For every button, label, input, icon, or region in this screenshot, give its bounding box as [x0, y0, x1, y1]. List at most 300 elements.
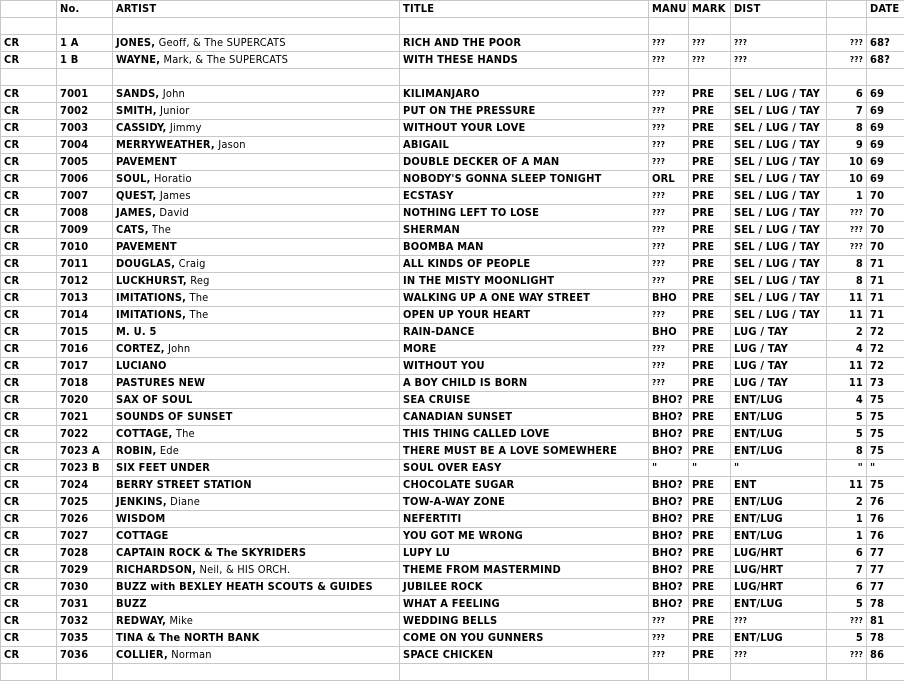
- dist-cell[interactable]: ENT: [731, 477, 827, 494]
- label-cell[interactable]: CR: [1, 443, 57, 460]
- mark-cell[interactable]: PRE: [689, 358, 731, 375]
- artist-cell[interactable]: [113, 511, 400, 528]
- mark-cell[interactable]: PRE: [689, 392, 731, 409]
- n-cell[interactable]: ???: [827, 52, 867, 69]
- label-cell[interactable]: CR: [1, 222, 57, 239]
- dist-cell[interactable]: ???: [731, 613, 827, 630]
- title-cell[interactable]: SEA CRUISE: [400, 392, 649, 409]
- no-cell[interactable]: 7007: [57, 188, 113, 205]
- dist-cell[interactable]: ENT/LUG: [731, 630, 827, 647]
- artist-cell[interactable]: [113, 664, 400, 681]
- dist-cell[interactable]: SEL / LUG / TAY: [731, 188, 827, 205]
- n-cell[interactable]: 1: [827, 188, 867, 205]
- label-cell[interactable]: CR: [1, 358, 57, 375]
- artist-cell[interactable]: [113, 188, 400, 205]
- date-cell[interactable]: 69: [867, 137, 904, 154]
- label-cell[interactable]: CR: [1, 137, 57, 154]
- no-cell[interactable]: 7024: [57, 477, 113, 494]
- no-cell[interactable]: 7011: [57, 256, 113, 273]
- date-cell[interactable]: [867, 18, 904, 35]
- label-cell[interactable]: CR: [1, 477, 57, 494]
- dist-cell[interactable]: SEL / LUG / TAY: [731, 290, 827, 307]
- label-cell[interactable]: [1, 664, 57, 681]
- manu-cell[interactable]: ???: [649, 120, 689, 137]
- title-cell[interactable]: KILIMANJARO: [400, 86, 649, 103]
- manu-cell[interactable]: BHO?: [649, 596, 689, 613]
- manu-cell[interactable]: BHO?: [649, 511, 689, 528]
- n-cell[interactable]: 11: [827, 477, 867, 494]
- dist-cell[interactable]: SEL / LUG / TAY: [731, 307, 827, 324]
- artist-cell[interactable]: [113, 392, 400, 409]
- mark-cell[interactable]: PRE: [689, 103, 731, 120]
- n-cell[interactable]: 2: [827, 494, 867, 511]
- manu-cell[interactable]: BHO?: [649, 409, 689, 426]
- mark-cell[interactable]: PRE: [689, 290, 731, 307]
- mark-cell[interactable]: PRE: [689, 239, 731, 256]
- no-cell[interactable]: 7023 B: [57, 460, 113, 477]
- title-cell[interactable]: IN THE MISTY MOONLIGHT: [400, 273, 649, 290]
- header-label-cell[interactable]: [1, 1, 57, 18]
- artist-cell[interactable]: [113, 494, 400, 511]
- no-cell[interactable]: 7018: [57, 375, 113, 392]
- n-cell[interactable]: 5: [827, 596, 867, 613]
- n-cell[interactable]: [827, 18, 867, 35]
- manu-cell[interactable]: BHO?: [649, 392, 689, 409]
- no-cell[interactable]: 7013: [57, 290, 113, 307]
- mark-cell[interactable]: PRE: [689, 205, 731, 222]
- dist-cell[interactable]: ENT/LUG: [731, 426, 827, 443]
- dist-cell[interactable]: LUG/HRT: [731, 562, 827, 579]
- dist-cell[interactable]: SEL / LUG / TAY: [731, 222, 827, 239]
- date-cell[interactable]: 86: [867, 647, 904, 664]
- label-cell[interactable]: CR: [1, 273, 57, 290]
- title-cell[interactable]: COME ON YOU GUNNERS: [400, 630, 649, 647]
- manu-cell[interactable]: ": [649, 460, 689, 477]
- mark-cell[interactable]: PRE: [689, 511, 731, 528]
- manu-cell[interactable]: BHO: [649, 324, 689, 341]
- dist-cell[interactable]: ???: [731, 52, 827, 69]
- date-cell[interactable]: 81: [867, 613, 904, 630]
- title-cell[interactable]: RAIN-DANCE: [400, 324, 649, 341]
- label-cell[interactable]: CR: [1, 630, 57, 647]
- title-cell[interactable]: NEFERTITI: [400, 511, 649, 528]
- no-cell[interactable]: 7025: [57, 494, 113, 511]
- title-cell[interactable]: SPACE CHICKEN: [400, 647, 649, 664]
- n-cell[interactable]: 7: [827, 562, 867, 579]
- artist-cell[interactable]: [113, 613, 400, 630]
- date-cell[interactable]: 71: [867, 290, 904, 307]
- artist-cell[interactable]: [113, 35, 400, 52]
- label-cell[interactable]: CR: [1, 511, 57, 528]
- title-cell[interactable]: MORE: [400, 341, 649, 358]
- no-cell[interactable]: 1 B: [57, 52, 113, 69]
- label-cell[interactable]: CR: [1, 375, 57, 392]
- label-cell[interactable]: CR: [1, 86, 57, 103]
- mark-cell[interactable]: PRE: [689, 443, 731, 460]
- n-cell[interactable]: 1: [827, 511, 867, 528]
- n-cell[interactable]: 8: [827, 120, 867, 137]
- title-cell[interactable]: YOU GOT ME WRONG: [400, 528, 649, 545]
- dist-cell[interactable]: LUG/HRT: [731, 545, 827, 562]
- label-cell[interactable]: CR: [1, 426, 57, 443]
- no-cell[interactable]: 7009: [57, 222, 113, 239]
- no-cell[interactable]: 7010: [57, 239, 113, 256]
- header-no-cell[interactable]: No.: [57, 1, 113, 18]
- title-cell[interactable]: THEME FROM MASTERMIND: [400, 562, 649, 579]
- title-cell[interactable]: WITH THESE HANDS: [400, 52, 649, 69]
- dist-cell[interactable]: LUG / TAY: [731, 375, 827, 392]
- date-cell[interactable]: 77: [867, 579, 904, 596]
- title-cell[interactable]: [400, 664, 649, 681]
- n-cell[interactable]: 6: [827, 579, 867, 596]
- dist-cell[interactable]: ENT/LUG: [731, 528, 827, 545]
- no-cell[interactable]: 7004: [57, 137, 113, 154]
- mark-cell[interactable]: [689, 69, 731, 86]
- title-cell[interactable]: THERE MUST BE A LOVE SOMEWHERE: [400, 443, 649, 460]
- dist-cell[interactable]: ENT/LUG: [731, 494, 827, 511]
- n-cell[interactable]: 8: [827, 443, 867, 460]
- no-cell[interactable]: 7012: [57, 273, 113, 290]
- dist-cell[interactable]: SEL / LUG / TAY: [731, 256, 827, 273]
- manu-cell[interactable]: ???: [649, 103, 689, 120]
- artist-cell[interactable]: [113, 460, 400, 477]
- label-cell[interactable]: CR: [1, 545, 57, 562]
- header-date-cell[interactable]: DATE: [867, 1, 904, 18]
- mark-cell[interactable]: PRE: [689, 630, 731, 647]
- title-cell[interactable]: TOW-A-WAY ZONE: [400, 494, 649, 511]
- dist-cell[interactable]: LUG / TAY: [731, 341, 827, 358]
- n-cell[interactable]: 11: [827, 358, 867, 375]
- header-manu-cell[interactable]: MANU: [649, 1, 689, 18]
- no-cell[interactable]: [57, 69, 113, 86]
- no-cell[interactable]: 7032: [57, 613, 113, 630]
- date-cell[interactable]: 76: [867, 511, 904, 528]
- artist-cell[interactable]: [113, 579, 400, 596]
- n-cell[interactable]: 4: [827, 341, 867, 358]
- title-cell[interactable]: [400, 69, 649, 86]
- mark-cell[interactable]: [689, 664, 731, 681]
- dist-cell[interactable]: LUG / TAY: [731, 324, 827, 341]
- manu-cell[interactable]: ???: [649, 613, 689, 630]
- manu-cell[interactable]: BHO?: [649, 477, 689, 494]
- no-cell[interactable]: 7006: [57, 171, 113, 188]
- mark-cell[interactable]: PRE: [689, 137, 731, 154]
- title-cell[interactable]: ECSTASY: [400, 188, 649, 205]
- dist-cell[interactable]: ": [731, 460, 827, 477]
- artist-cell[interactable]: [113, 477, 400, 494]
- dist-cell[interactable]: SEL / LUG / TAY: [731, 273, 827, 290]
- title-cell[interactable]: THIS THING CALLED LOVE: [400, 426, 649, 443]
- date-cell[interactable]: 78: [867, 630, 904, 647]
- no-cell[interactable]: 7022: [57, 426, 113, 443]
- artist-cell[interactable]: [113, 69, 400, 86]
- mark-cell[interactable]: PRE: [689, 613, 731, 630]
- mark-cell[interactable]: ": [689, 460, 731, 477]
- mark-cell[interactable]: PRE: [689, 579, 731, 596]
- title-cell[interactable]: WEDDING BELLS: [400, 613, 649, 630]
- title-cell[interactable]: ABIGAIL: [400, 137, 649, 154]
- label-cell[interactable]: CR: [1, 460, 57, 477]
- artist-cell[interactable]: [113, 324, 400, 341]
- label-cell[interactable]: CR: [1, 256, 57, 273]
- date-cell[interactable]: 69: [867, 120, 904, 137]
- manu-cell[interactable]: ORL: [649, 171, 689, 188]
- no-cell[interactable]: 1 A: [57, 35, 113, 52]
- mark-cell[interactable]: PRE: [689, 154, 731, 171]
- title-cell[interactable]: [400, 18, 649, 35]
- date-cell[interactable]: 77: [867, 562, 904, 579]
- label-cell[interactable]: CR: [1, 307, 57, 324]
- label-cell[interactable]: CR: [1, 188, 57, 205]
- artist-cell[interactable]: [113, 290, 400, 307]
- artist-cell[interactable]: [113, 443, 400, 460]
- dist-cell[interactable]: [731, 69, 827, 86]
- label-cell[interactable]: CR: [1, 341, 57, 358]
- header-artist-cell[interactable]: ARTIST: [113, 1, 400, 18]
- title-cell[interactable]: NOBODY'S GONNA SLEEP TONIGHT: [400, 171, 649, 188]
- manu-cell[interactable]: ???: [649, 86, 689, 103]
- label-cell[interactable]: CR: [1, 324, 57, 341]
- manu-cell[interactable]: [649, 664, 689, 681]
- title-cell[interactable]: JUBILEE ROCK: [400, 579, 649, 596]
- title-cell[interactable]: WALKING UP A ONE WAY STREET: [400, 290, 649, 307]
- mark-cell[interactable]: PRE: [689, 256, 731, 273]
- mark-cell[interactable]: PRE: [689, 120, 731, 137]
- manu-cell[interactable]: BHO: [649, 290, 689, 307]
- date-cell[interactable]: 73: [867, 375, 904, 392]
- artist-cell[interactable]: [113, 426, 400, 443]
- n-cell[interactable]: 5: [827, 426, 867, 443]
- n-cell[interactable]: [827, 69, 867, 86]
- n-cell[interactable]: 2: [827, 324, 867, 341]
- no-cell[interactable]: 7016: [57, 341, 113, 358]
- mark-cell[interactable]: PRE: [689, 426, 731, 443]
- no-cell[interactable]: 7003: [57, 120, 113, 137]
- mark-cell[interactable]: PRE: [689, 188, 731, 205]
- artist-cell[interactable]: [113, 18, 400, 35]
- artist-cell[interactable]: [113, 103, 400, 120]
- dist-cell[interactable]: ENT/LUG: [731, 409, 827, 426]
- n-cell[interactable]: [827, 664, 867, 681]
- title-cell[interactable]: SOUL OVER EASY: [400, 460, 649, 477]
- label-cell[interactable]: CR: [1, 562, 57, 579]
- title-cell[interactable]: PUT ON THE PRESSURE: [400, 103, 649, 120]
- date-cell[interactable]: 70: [867, 188, 904, 205]
- label-cell[interactable]: CR: [1, 239, 57, 256]
- no-cell[interactable]: 7031: [57, 596, 113, 613]
- label-cell[interactable]: CR: [1, 290, 57, 307]
- header-dist-cell[interactable]: DIST: [731, 1, 827, 18]
- label-cell[interactable]: CR: [1, 171, 57, 188]
- manu-cell[interactable]: ???: [649, 630, 689, 647]
- date-cell[interactable]: 76: [867, 494, 904, 511]
- n-cell[interactable]: ???: [827, 239, 867, 256]
- n-cell[interactable]: 8: [827, 256, 867, 273]
- n-cell[interactable]: 5: [827, 630, 867, 647]
- manu-cell[interactable]: ???: [649, 647, 689, 664]
- manu-cell[interactable]: BHO?: [649, 528, 689, 545]
- no-cell[interactable]: 7030: [57, 579, 113, 596]
- date-cell[interactable]: 72: [867, 341, 904, 358]
- artist-cell[interactable]: [113, 596, 400, 613]
- manu-cell[interactable]: ???: [649, 256, 689, 273]
- n-cell[interactable]: 6: [827, 545, 867, 562]
- mark-cell[interactable]: PRE: [689, 647, 731, 664]
- label-cell[interactable]: CR: [1, 613, 57, 630]
- artist-cell[interactable]: [113, 341, 400, 358]
- dist-cell[interactable]: SEL / LUG / TAY: [731, 120, 827, 137]
- mark-cell[interactable]: [689, 18, 731, 35]
- date-cell[interactable]: 68?: [867, 52, 904, 69]
- date-cell[interactable]: 69: [867, 171, 904, 188]
- date-cell[interactable]: 68?: [867, 35, 904, 52]
- manu-cell[interactable]: [649, 18, 689, 35]
- mark-cell[interactable]: ???: [689, 35, 731, 52]
- label-cell[interactable]: CR: [1, 494, 57, 511]
- artist-cell[interactable]: [113, 137, 400, 154]
- date-cell[interactable]: [867, 664, 904, 681]
- manu-cell[interactable]: BHO?: [649, 545, 689, 562]
- mark-cell[interactable]: PRE: [689, 307, 731, 324]
- manu-cell[interactable]: ???: [649, 154, 689, 171]
- no-cell[interactable]: 7014: [57, 307, 113, 324]
- label-cell[interactable]: CR: [1, 409, 57, 426]
- manu-cell[interactable]: BHO?: [649, 579, 689, 596]
- no-cell[interactable]: 7015: [57, 324, 113, 341]
- header-n-cell[interactable]: [827, 1, 867, 18]
- manu-cell[interactable]: ???: [649, 52, 689, 69]
- label-cell[interactable]: CR: [1, 579, 57, 596]
- manu-cell[interactable]: ???: [649, 35, 689, 52]
- artist-cell[interactable]: [113, 630, 400, 647]
- date-cell[interactable]: ": [867, 460, 904, 477]
- n-cell[interactable]: ": [827, 460, 867, 477]
- date-cell[interactable]: [867, 69, 904, 86]
- date-cell[interactable]: 75: [867, 443, 904, 460]
- date-cell[interactable]: 70: [867, 222, 904, 239]
- date-cell[interactable]: 72: [867, 358, 904, 375]
- manu-cell[interactable]: ???: [649, 239, 689, 256]
- artist-cell[interactable]: [113, 239, 400, 256]
- no-cell[interactable]: 7026: [57, 511, 113, 528]
- n-cell[interactable]: 6: [827, 86, 867, 103]
- no-cell[interactable]: 7005: [57, 154, 113, 171]
- dist-cell[interactable]: LUG / TAY: [731, 358, 827, 375]
- label-cell[interactable]: CR: [1, 392, 57, 409]
- dist-cell[interactable]: ENT/LUG: [731, 392, 827, 409]
- dist-cell[interactable]: ???: [731, 647, 827, 664]
- n-cell[interactable]: 11: [827, 375, 867, 392]
- no-cell[interactable]: 7029: [57, 562, 113, 579]
- manu-cell[interactable]: ???: [649, 188, 689, 205]
- label-cell[interactable]: CR: [1, 103, 57, 120]
- artist-cell[interactable]: [113, 647, 400, 664]
- artist-cell[interactable]: [113, 307, 400, 324]
- label-cell[interactable]: CR: [1, 205, 57, 222]
- no-cell[interactable]: 7008: [57, 205, 113, 222]
- date-cell[interactable]: 75: [867, 409, 904, 426]
- n-cell[interactable]: 10: [827, 171, 867, 188]
- label-cell[interactable]: CR: [1, 120, 57, 137]
- label-cell[interactable]: CR: [1, 154, 57, 171]
- manu-cell[interactable]: BHO?: [649, 562, 689, 579]
- artist-cell[interactable]: [113, 528, 400, 545]
- label-cell[interactable]: CR: [1, 647, 57, 664]
- dist-cell[interactable]: SEL / LUG / TAY: [731, 205, 827, 222]
- date-cell[interactable]: 77: [867, 545, 904, 562]
- n-cell[interactable]: 11: [827, 307, 867, 324]
- mark-cell[interactable]: PRE: [689, 409, 731, 426]
- label-cell[interactable]: CR: [1, 52, 57, 69]
- artist-cell[interactable]: [113, 86, 400, 103]
- title-cell[interactable]: RICH AND THE POOR: [400, 35, 649, 52]
- date-cell[interactable]: 71: [867, 273, 904, 290]
- date-cell[interactable]: 71: [867, 307, 904, 324]
- manu-cell[interactable]: BHO?: [649, 443, 689, 460]
- dist-cell[interactable]: SEL / LUG / TAY: [731, 154, 827, 171]
- title-cell[interactable]: WHAT A FEELING: [400, 596, 649, 613]
- date-cell[interactable]: 70: [867, 239, 904, 256]
- title-cell[interactable]: A BOY CHILD IS BORN: [400, 375, 649, 392]
- artist-cell[interactable]: [113, 273, 400, 290]
- manu-cell[interactable]: BHO?: [649, 426, 689, 443]
- mark-cell[interactable]: PRE: [689, 375, 731, 392]
- manu-cell[interactable]: ???: [649, 273, 689, 290]
- label-cell[interactable]: CR: [1, 528, 57, 545]
- manu-cell[interactable]: BHO?: [649, 494, 689, 511]
- no-cell[interactable]: 7020: [57, 392, 113, 409]
- mark-cell[interactable]: PRE: [689, 494, 731, 511]
- no-cell[interactable]: 7028: [57, 545, 113, 562]
- dist-cell[interactable]: SEL / LUG / TAY: [731, 239, 827, 256]
- manu-cell[interactable]: ???: [649, 205, 689, 222]
- n-cell[interactable]: 7: [827, 103, 867, 120]
- no-cell[interactable]: [57, 18, 113, 35]
- title-cell[interactable]: BOOMBA MAN: [400, 239, 649, 256]
- dist-cell[interactable]: LUG/HRT: [731, 579, 827, 596]
- label-cell[interactable]: CR: [1, 596, 57, 613]
- dist-cell[interactable]: ENT/LUG: [731, 511, 827, 528]
- manu-cell[interactable]: ???: [649, 137, 689, 154]
- date-cell[interactable]: 75: [867, 477, 904, 494]
- mark-cell[interactable]: PRE: [689, 171, 731, 188]
- dist-cell[interactable]: [731, 664, 827, 681]
- n-cell[interactable]: 1: [827, 528, 867, 545]
- mark-cell[interactable]: PRE: [689, 562, 731, 579]
- n-cell[interactable]: ???: [827, 647, 867, 664]
- manu-cell[interactable]: ???: [649, 358, 689, 375]
- date-cell[interactable]: 71: [867, 256, 904, 273]
- artist-cell[interactable]: [113, 222, 400, 239]
- title-cell[interactable]: CANADIAN SUNSET: [400, 409, 649, 426]
- label-cell[interactable]: CR: [1, 35, 57, 52]
- manu-cell[interactable]: ???: [649, 341, 689, 358]
- artist-cell[interactable]: [113, 256, 400, 273]
- mark-cell[interactable]: PRE: [689, 341, 731, 358]
- artist-cell[interactable]: [113, 545, 400, 562]
- title-cell[interactable]: SHERMAN: [400, 222, 649, 239]
- date-cell[interactable]: 76: [867, 528, 904, 545]
- n-cell[interactable]: 8: [827, 273, 867, 290]
- dist-cell[interactable]: SEL / LUG / TAY: [731, 137, 827, 154]
- date-cell[interactable]: 69: [867, 103, 904, 120]
- title-cell[interactable]: NOTHING LEFT TO LOSE: [400, 205, 649, 222]
- no-cell[interactable]: 7035: [57, 630, 113, 647]
- title-cell[interactable]: ALL KINDS OF PEOPLE: [400, 256, 649, 273]
- artist-cell[interactable]: [113, 375, 400, 392]
- artist-cell[interactable]: [113, 409, 400, 426]
- mark-cell[interactable]: PRE: [689, 477, 731, 494]
